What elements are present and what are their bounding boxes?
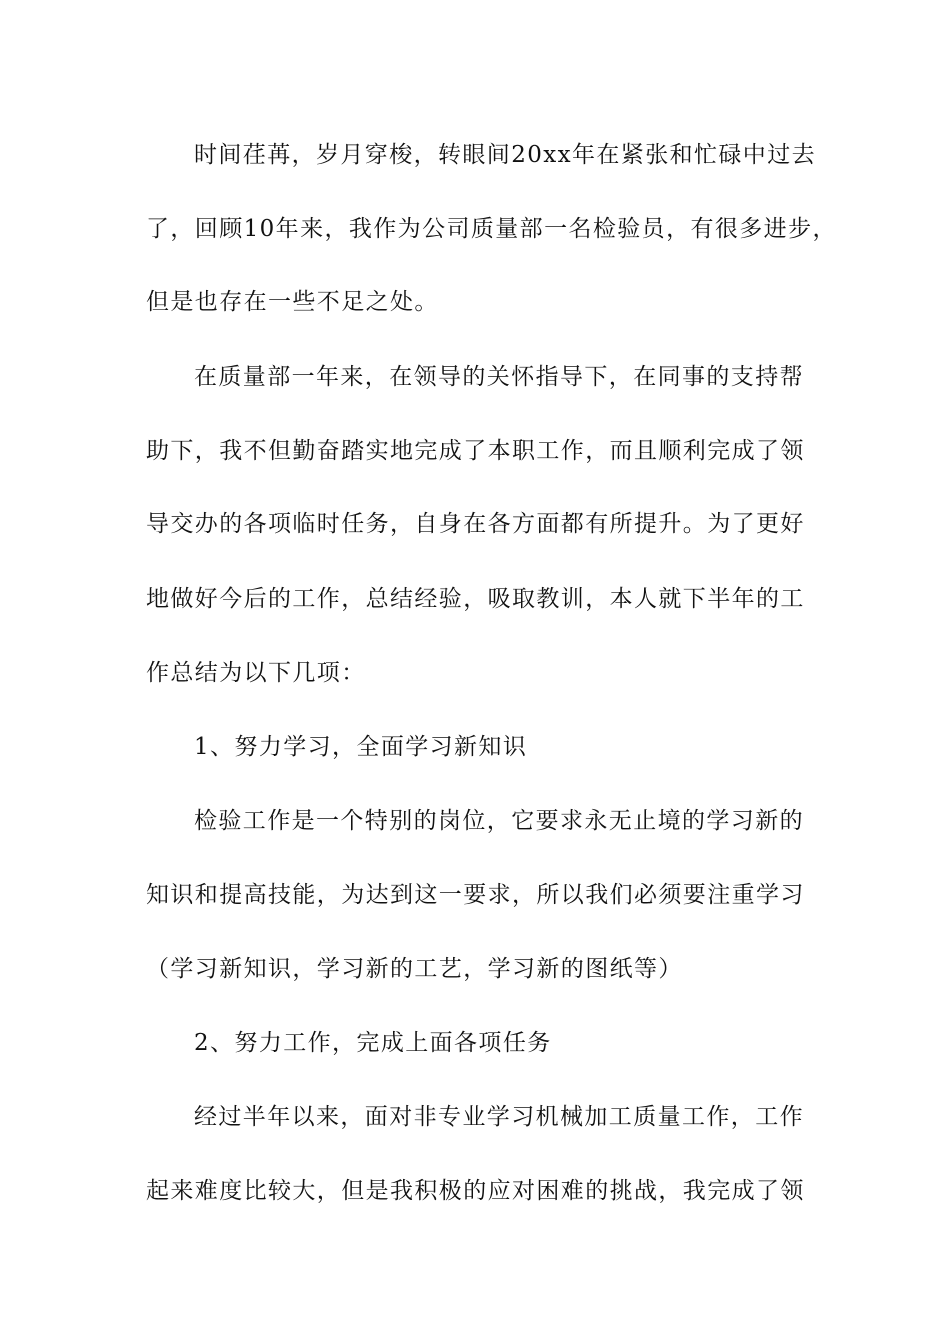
paragraph-line: 起来难度比较大，但是我积极的应对困难的挑战，我完成了领 — [146, 1178, 805, 1204]
paragraph-line: 地做好今后的工作，总结经验，吸取教训，本人就下半年的工 — [146, 586, 805, 612]
paragraph-line: 了，回顾10年来，我作为公司质量部一名检验员，有很多进步， — [146, 216, 837, 242]
paragraph-line: 检验工作是一个特别的岗位，它要求永无止境的学习新的 — [194, 808, 804, 834]
paragraph-line: 时间荏苒，岁月穿梭，转眼间20xx年在紧张和忙碌中过去 — [194, 142, 817, 168]
paragraph-line: 助下，我不但勤奋踏实地完成了本职工作，而且顺利完成了领 — [146, 438, 805, 464]
paragraph-line: 经过半年以来，面对非专业学习机械加工质量工作，工作 — [194, 1104, 804, 1130]
section-heading: 2、努力工作，完成上面各项任务 — [194, 1030, 552, 1056]
paragraph-line: （学习新知识，学习新的工艺，学习新的图纸等） — [146, 956, 683, 982]
paragraph-line: 知识和提高技能，为达到这一要求，所以我们必须要注重学习 — [146, 882, 805, 908]
paragraph-line: 导交办的各项临时任务，自身在各方面都有所提升。为了更好 — [146, 511, 805, 537]
section-heading: 1、努力学习，全面学习新知识 — [194, 734, 528, 760]
paragraph-line: 作总结为以下几项： — [146, 660, 366, 686]
paragraph-line: 但是也存在一些不足之处。 — [146, 289, 439, 315]
paragraph-line: 在质量部一年来，在领导的关怀指导下，在同事的支持帮 — [194, 364, 804, 390]
